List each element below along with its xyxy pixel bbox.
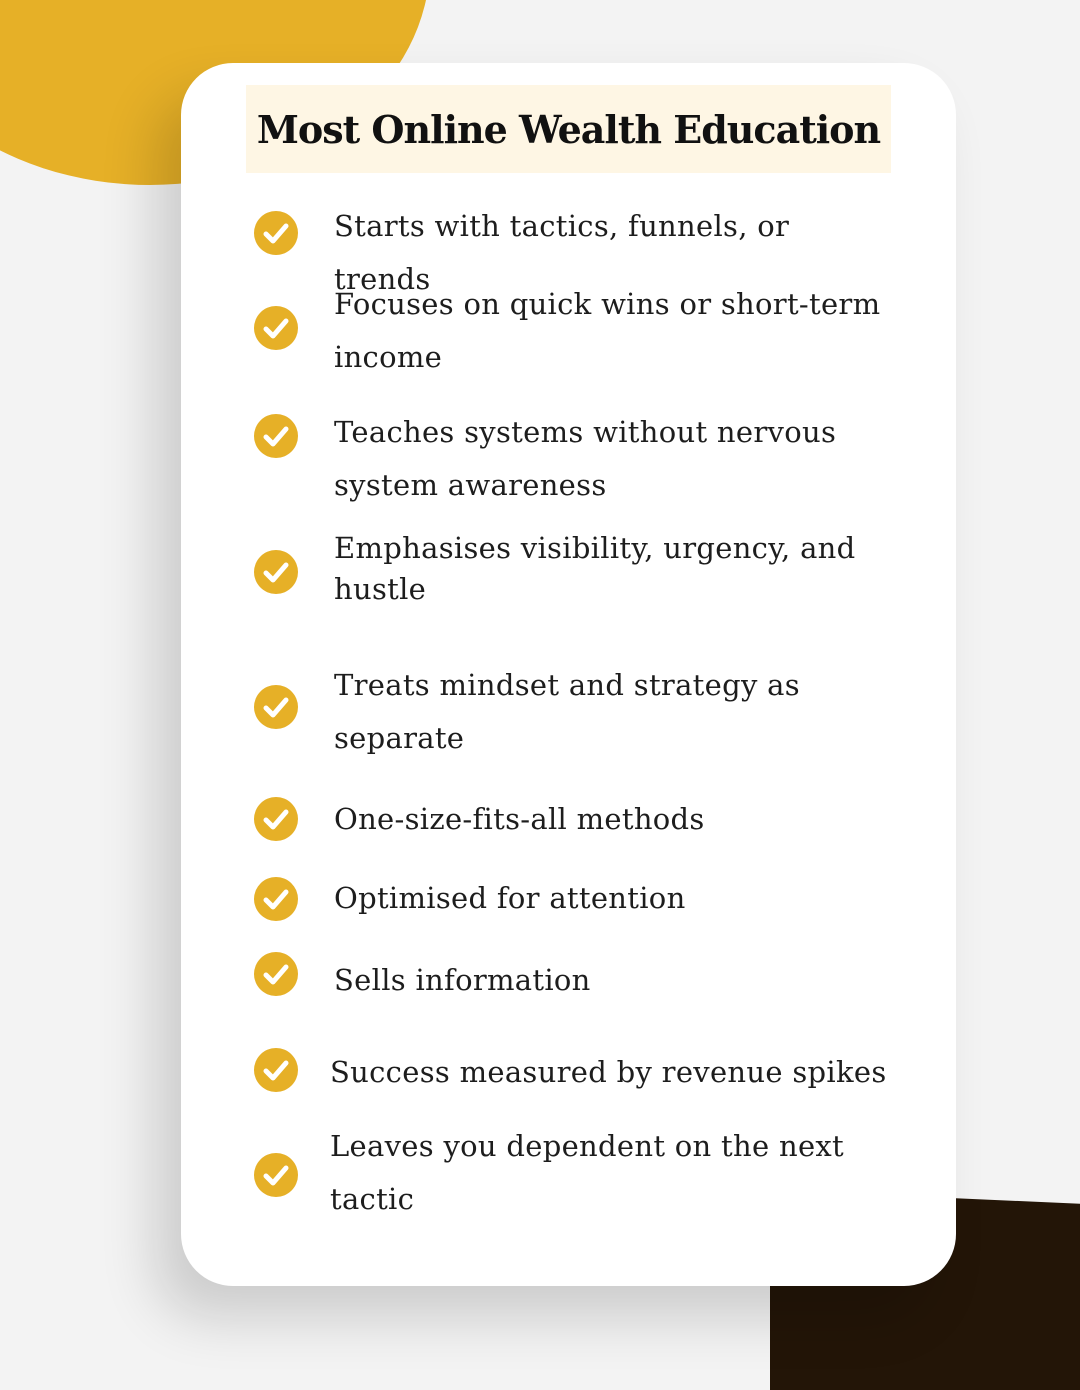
check-circle-icon <box>254 211 298 255</box>
title-banner <box>246 85 891 173</box>
check-circle-icon <box>254 797 298 841</box>
check-circle-icon <box>254 952 298 996</box>
list-item-text: Leaves you dependent on the next tactic <box>330 1129 845 1216</box>
list-item-text: Treats mindset and strategy as separate <box>334 668 800 755</box>
list-item-text: Teaches systems without nervous system awareness <box>334 415 837 502</box>
list-item-text: Sells information <box>334 963 591 997</box>
check-circle-icon <box>254 1048 298 1092</box>
check-circle-icon <box>254 1153 298 1197</box>
check-circle-icon <box>254 685 298 729</box>
card-title: Most Online Wealth Education <box>256 106 881 152</box>
list-item-text: Focuses on quick wins or short-term income <box>334 287 881 374</box>
check-circle-icon <box>254 414 298 458</box>
list-item-text: Starts with tactics, funnels, or trends <box>334 209 790 296</box>
list-item-text: Emphasises visibility, urgency, and hustle <box>334 531 856 606</box>
check-circle-icon <box>254 550 298 594</box>
list-item-text: Optimised for attention <box>334 881 686 915</box>
comparison-card <box>181 63 956 1286</box>
list-item-text: One-size-fits-all methods <box>334 802 705 836</box>
list-item-text: Success measured by revenue spikes <box>330 1055 887 1089</box>
check-circle-icon <box>254 877 298 921</box>
check-circle-icon <box>254 306 298 350</box>
